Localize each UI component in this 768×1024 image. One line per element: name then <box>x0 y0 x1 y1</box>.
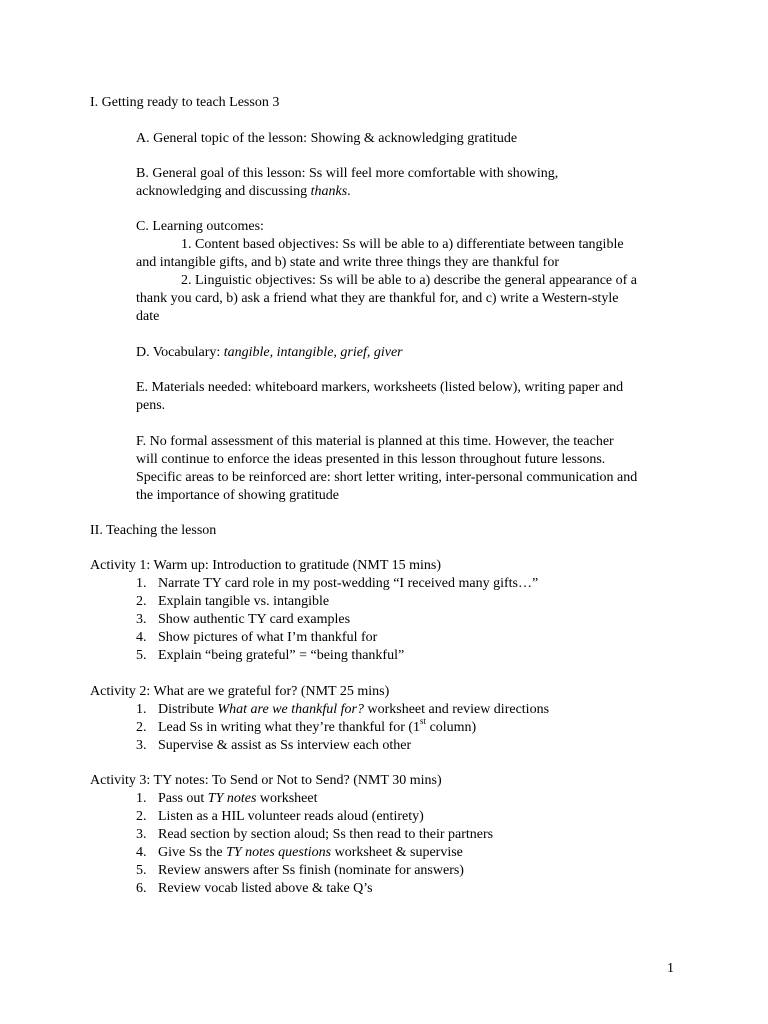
list-item: 1 . Narrate TY card role in my post-wedding “I received many gifts…” <box>136 575 538 593</box>
activity-3-title: Activity 3: TY notes: To Send or Not to Send? (NMT 30 mins) <box>90 773 442 788</box>
goal-line-2 <box>136 183 558 201</box>
assessment-line-2: will continue to enforce the ideas presented in this lesson throughout future lessons. <box>136 452 606 467</box>
list-item-text: Listen as a HIL volunteer reads aloud (entirety) <box>158 809 424 824</box>
linguistic-objectives-line-3: date <box>136 309 160 324</box>
list-item: 2 . Explain tangible vs. intangible <box>136 593 538 611</box>
topic-text: A. General topic of the lesson: Showing & acknowledging gratitude <box>136 131 518 146</box>
vocabulary-words: tangible, intangible, grief, giver <box>223 345 403 360</box>
section-2-heading-text: II. Teaching the lesson <box>90 523 217 538</box>
activity-3-list <box>90 790 493 898</box>
list-item-pre: Pass out <box>158 791 208 806</box>
worksheet-title: TY notes <box>207 791 257 806</box>
goal-paragraph <box>136 165 558 201</box>
section-1-heading-text: I. Getting ready to teach Lesson 3 <box>90 95 280 110</box>
activity-3 <box>90 772 493 898</box>
vocabulary-paragraph <box>136 344 403 362</box>
vocabulary-label: D. Vocabulary: <box>136 345 224 360</box>
list-item: 3 . Show authentic TY card examples <box>136 611 538 629</box>
list-item-text: Review answers after Ss finish (nominate for answers) <box>158 863 464 878</box>
section-2-heading <box>90 522 216 540</box>
list-item-post: worksheet <box>256 791 318 806</box>
goal-italic-word: thanks <box>310 184 348 199</box>
page-number: 1 <box>667 961 674 976</box>
list-item: 3 . Supervise & assist as Ss interview each other <box>136 737 549 755</box>
list-item: 6 . Review vocab listed above & take Q’s <box>136 880 493 898</box>
list-item-text: Show pictures of what I’m thankful for <box>158 630 378 645</box>
list-item-pre: Lead Ss in writing what they’re thankful for (1 <box>158 720 421 735</box>
topic-paragraph <box>136 130 517 148</box>
assessment-paragraph <box>136 433 637 505</box>
list-item-text: Show authentic TY card examples <box>158 612 351 627</box>
learning-outcomes-title: C. Learning outcomes: <box>136 219 264 234</box>
list-item-post: column) <box>426 720 477 735</box>
materials-paragraph <box>136 379 623 415</box>
vocabulary-line <box>136 344 403 362</box>
learning-outcomes <box>136 218 637 326</box>
content-objectives-line-1: 1. Content based objectives: Ss will be able to a) differentiate between tangible <box>181 237 624 252</box>
ordinal-suffix: st <box>420 716 427 727</box>
list-item-post: worksheet and review directions <box>363 702 550 717</box>
list-item-text: Explain “being grateful” = “being thankful” <box>158 648 405 663</box>
list-item: 5 . Explain “being grateful” = “being thankful” <box>136 647 538 665</box>
worksheet-title: TY notes questions <box>226 845 332 860</box>
content-objectives-line-2: and intangible gifts, and b) state and write three things they are thankful for <box>136 255 559 270</box>
activity-1 <box>90 557 538 665</box>
activity-2-title: Activity 2: What are we grateful for? (NMT 25 mins) <box>90 684 390 699</box>
list-item: 2 . Lead Ss in writing what they’re thankful for (1st column) <box>136 719 549 737</box>
goal-line-2-text: acknowledging and discussing <box>136 184 311 199</box>
list-item: 4 . Show pictures of what I’m thankful for <box>136 629 538 647</box>
list-item: 1 . Distribute What are we thankful for? worksheet and review directions <box>136 701 549 719</box>
worksheet-title: What are we thankful for? <box>217 702 364 717</box>
list-item: 3 . Read section by section aloud; Ss then read to their partners <box>136 826 493 844</box>
list-item: 4 . Give Ss the TY notes questions worksheet & supervise <box>136 844 493 862</box>
activity-1-list <box>90 575 538 665</box>
list-item: 2 . Listen as a HIL volunteer reads aloud (entirety) <box>136 808 493 826</box>
list-item-text: Supervise & assist as Ss interview each other <box>158 738 412 753</box>
assessment-line-1: F. No formal assessment of this material is planned at this time. However, the teacher <box>136 434 614 449</box>
linguistic-objectives-line-2: thank you card, b) ask a friend what they are thankful for, and c) write a Western-style <box>136 291 619 306</box>
materials-line-2: pens. <box>136 398 166 413</box>
activity-2-list <box>90 701 549 755</box>
list-item-pre: Give Ss the <box>158 845 227 860</box>
list-item-text: Read section by section aloud; Ss then read to their partners <box>158 827 494 842</box>
list-item: 5 . Review answers after Ss finish (nominate for answers) <box>136 862 493 880</box>
list-item-text: Review vocab listed above & take Q’s <box>158 881 373 896</box>
assessment-line-3: Specific areas to be reinforced are: short letter writing, inter-personal communication and <box>136 470 638 485</box>
materials-line-1: E. Materials needed: whiteboard markers, worksheets (listed below), writing paper and <box>136 380 624 395</box>
list-item: 1 . Pass out TY notes worksheet <box>136 790 493 808</box>
activity-1-title: Activity 1: Warm up: Introduction to gratitude (NMT 15 mins) <box>90 558 442 573</box>
goal-line-1: B. General goal of this lesson: Ss will feel more comfortable with showing, <box>136 166 559 181</box>
section-1-heading <box>90 94 279 112</box>
list-item-text: Explain tangible vs. intangible <box>158 594 330 609</box>
activity-2 <box>90 683 549 755</box>
list-item-post: worksheet & supervise <box>331 845 463 860</box>
linguistic-objectives-line-1: 2. Linguistic objectives: Ss will be able to a) describe the general appearance of a <box>181 273 637 288</box>
list-item-text: Narrate TY card role in my post-wedding “I received many gifts…” <box>158 576 539 591</box>
assessment-line-4: the importance of showing gratitude <box>136 488 339 503</box>
goal-end: . <box>347 184 351 199</box>
list-item-pre: Distribute <box>158 702 218 717</box>
